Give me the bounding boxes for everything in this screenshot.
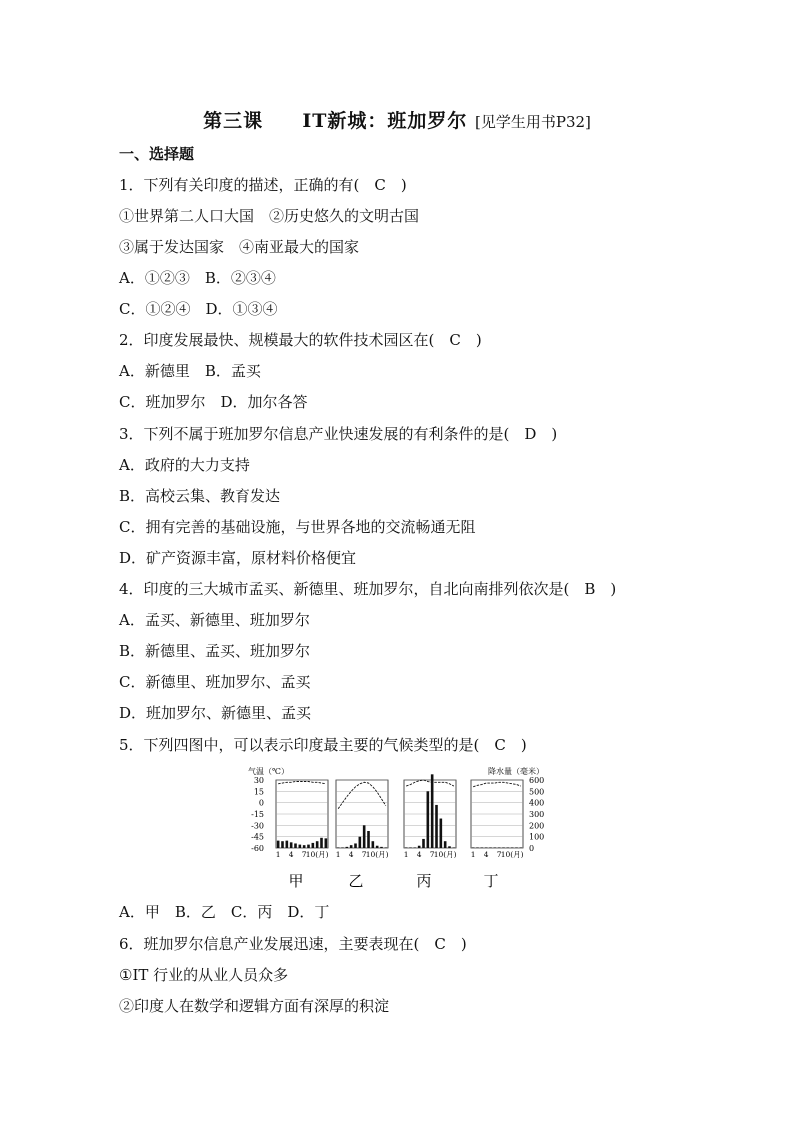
precip-bar xyxy=(367,831,370,848)
precip-bar xyxy=(507,847,510,848)
panel-label-2: 乙 xyxy=(348,872,364,890)
month-tick-label: 4 xyxy=(288,850,294,859)
precip-bar xyxy=(316,841,319,848)
temperature-line xyxy=(406,780,454,786)
q1-option-ab: A．①②③ B．②③④ xyxy=(119,269,276,287)
temp-tick-label: 0 xyxy=(258,798,264,808)
precip-tick-label: 100 xyxy=(529,832,544,842)
panel-label-1: 甲 xyxy=(288,872,304,890)
q6-statement-1: ①IT 行业的从业人员众多 xyxy=(119,966,289,984)
precip-bar xyxy=(448,846,451,848)
precip-bar xyxy=(431,774,434,848)
precip-bar xyxy=(350,845,353,848)
temp-tick-label: -30 xyxy=(251,821,264,831)
precip-bar xyxy=(337,847,340,848)
page-title xyxy=(0,106,794,133)
month-tick-label: 7 xyxy=(496,850,502,859)
q3-option-a: A．政府的大力支持 xyxy=(119,456,250,474)
precip-bar xyxy=(444,841,447,848)
precip-bar xyxy=(307,845,310,848)
q4-option-c: C．新德里、班加罗尔、孟买 xyxy=(119,673,311,691)
precip-bar xyxy=(502,847,505,848)
precip-bar xyxy=(511,847,514,848)
month-tick-label: 7 xyxy=(429,850,435,859)
month-tick-label: 4 xyxy=(348,850,354,859)
precip-bar xyxy=(435,805,438,848)
precip-bar xyxy=(312,843,315,848)
precip-bar xyxy=(376,846,379,848)
month-tick-label: 10(月) xyxy=(500,850,524,859)
lesson-name: IT新城：班加罗尔 xyxy=(302,110,468,132)
q6-statement-2: ②印度人在数学和逻辑方面有深厚的积淀 xyxy=(119,997,390,1015)
q1-option-cd: C．①②④ D．①③④ xyxy=(119,300,278,318)
precip-bar xyxy=(320,838,323,848)
precip-bar xyxy=(380,847,383,848)
precip-bar xyxy=(346,847,349,848)
q4-option-d: D．班加罗尔、新德里、孟买 xyxy=(119,704,312,722)
precip-tick-label: 400 xyxy=(529,798,544,808)
precip-bar xyxy=(286,841,289,848)
month-tick-label: 10(月) xyxy=(433,850,457,859)
temperature-line xyxy=(278,782,326,784)
temp-tick-label: 30 xyxy=(253,776,264,785)
section-heading: 一、选择题 xyxy=(119,145,195,163)
precip-bar xyxy=(515,847,518,848)
precip-bar xyxy=(472,847,475,848)
precip-tick-label: 200 xyxy=(529,821,544,831)
precip-bar xyxy=(418,846,421,848)
q2-option-ab: A．新德里 B．孟买 xyxy=(119,362,261,380)
panel-label-3: 丙 xyxy=(416,872,432,890)
temp-tick-label: -60 xyxy=(251,844,264,853)
q1-statements-b: ③属于发达国家 ④南亚最大的国家 xyxy=(119,238,360,256)
book-reference: [见学生用书P32] xyxy=(475,113,591,131)
precip-bar xyxy=(414,847,417,848)
precip-bar xyxy=(453,847,456,848)
precip-bar xyxy=(405,847,408,848)
precip-bar xyxy=(290,842,293,848)
precip-tick-label: 300 xyxy=(529,810,544,819)
temp-tick-label: 15 xyxy=(253,787,264,797)
climate-charts xyxy=(244,762,544,892)
precip-bar xyxy=(481,847,484,848)
precip-bar xyxy=(422,839,425,848)
question-6: 6．班加罗尔信息产业发展迅速，主要表现在( C ) xyxy=(119,935,467,953)
panel-label-4: 丁 xyxy=(483,872,499,890)
temp-tick-label: -15 xyxy=(251,810,264,819)
precip-bar xyxy=(485,847,488,848)
month-tick-label: 1 xyxy=(403,850,409,859)
question-5: 5．下列四图中，可以表示印度最主要的气候类型的是( C ) xyxy=(119,736,527,754)
precip-bar xyxy=(325,838,328,848)
precip-bar xyxy=(489,847,492,848)
month-tick-label: 4 xyxy=(416,850,422,859)
precip-bar xyxy=(494,847,497,848)
precip-bar xyxy=(440,819,443,848)
question-4: 4．印度的三大城市孟买、新德里、班加罗尔，自北向南排列依次是( B ) xyxy=(119,580,617,598)
question-2: 2．印度发展最快、规模最大的软件技术园区在( C ) xyxy=(119,331,482,349)
month-tick-label: 10(月) xyxy=(365,850,389,859)
precip-bar xyxy=(299,845,302,848)
precip-tick-label: 0 xyxy=(529,844,535,853)
q3-option-d: D．矿产资源丰富，原材料价格便宜 xyxy=(119,549,357,567)
precip-bar xyxy=(476,847,479,848)
precip-bar xyxy=(281,841,284,848)
q5-options: A．甲 B．乙 C．丙 D．丁 xyxy=(119,903,330,921)
precip-bar xyxy=(294,843,297,848)
temperature-line xyxy=(473,782,521,787)
precip-bar xyxy=(385,847,388,848)
q4-option-a: A．孟买、新德里、班加罗尔 xyxy=(119,611,310,629)
precip-bar xyxy=(409,847,412,848)
precip-bar xyxy=(354,843,357,848)
month-tick-label: 4 xyxy=(483,850,489,859)
question-1: 1．下列有关印度的描述，正确的有( C ) xyxy=(119,176,407,194)
q2-option-cd: C．班加罗尔 D．加尔各答 xyxy=(119,393,308,411)
right-axis-title: 降水量（毫米） xyxy=(488,767,544,776)
precip-bar xyxy=(303,845,306,848)
temp-tick-label: -45 xyxy=(251,832,264,842)
precip-bar xyxy=(372,841,375,848)
precip-bar xyxy=(277,841,280,848)
left-axis-title: 气温（℃） xyxy=(248,767,289,776)
precip-bar xyxy=(359,837,362,848)
q3-option-b: B．高校云集、教育发达 xyxy=(119,487,281,505)
month-tick-label: 7 xyxy=(361,850,367,859)
q3-option-c: C．拥有完善的基础设施，与世界各地的交流畅通无阻 xyxy=(119,518,476,536)
month-tick-label: 7 xyxy=(301,850,307,859)
precip-tick-label: 600 xyxy=(529,776,544,785)
month-tick-label: 1 xyxy=(335,850,341,859)
month-tick-label: 1 xyxy=(470,850,476,859)
precip-bar xyxy=(520,847,523,848)
temperature-line xyxy=(338,782,386,808)
precip-tick-label: 500 xyxy=(529,787,544,797)
precip-bar xyxy=(363,825,366,848)
q1-statements-a: ①世界第二人口大国 ②历史悠久的文明古国 xyxy=(119,207,420,225)
month-tick-label: 10(月) xyxy=(305,850,329,859)
precip-bar xyxy=(498,847,501,848)
month-tick-label: 1 xyxy=(275,850,281,859)
precip-bar xyxy=(341,847,344,848)
q4-option-b: B．新德里、孟买、班加罗尔 xyxy=(119,642,311,660)
lesson-number: 第三课 xyxy=(203,110,264,132)
precip-bar xyxy=(427,791,430,848)
question-3: 3．下列不属于班加罗尔信息产业快速发展的有利条件的是( D ) xyxy=(119,425,558,443)
